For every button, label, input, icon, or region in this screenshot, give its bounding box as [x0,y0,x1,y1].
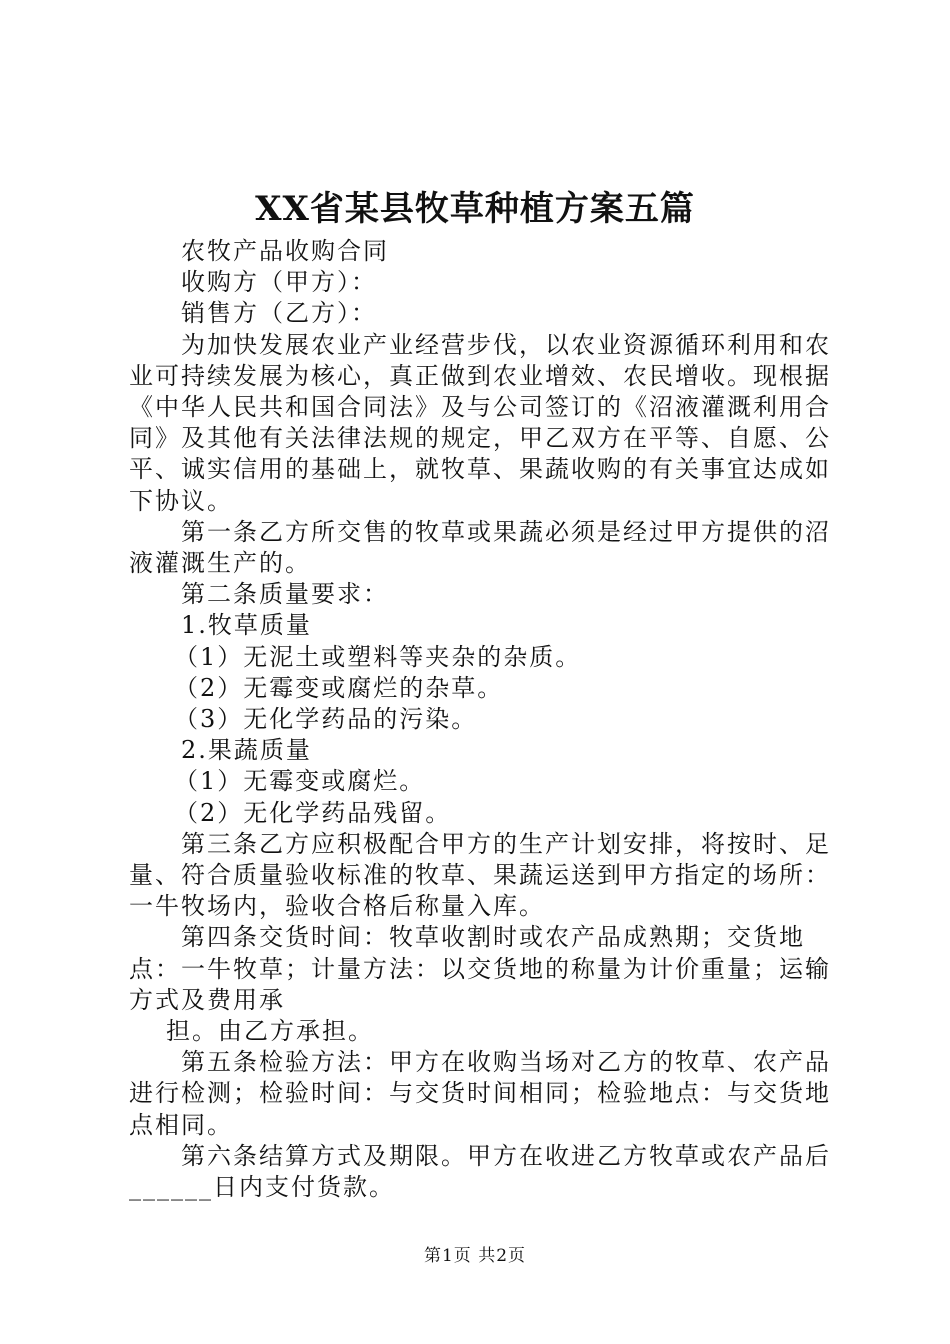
paragraph-article-2: 第二条质量要求： [181,580,389,609]
paragraph-article-4-continued: 担。由乙方承担。 [166,1017,374,1046]
paragraph-forage-item-1: （1）无泥土或塑料等夹杂的杂质。 [174,642,582,671]
page-footer: 第1页 共2页 [423,1246,527,1266]
paragraph-preamble: 为加快发展农业产业经营步伐，以农业资源循环利用和农业可持续发展为核心，真正做到农业增效、农民增收。现根据《中华人民共和国合同法》及与公司签订的《沼液灌溉利用合同》及其他有关法律法规的规定，甲乙双方在平等、自愿、公平、诚实信用的基础上，就牧草、果蔬收购的有关事宜达成如下协议。 [129,330,831,515]
paragraph-forage-item-3: （3）无化学药品的污染。 [174,705,478,734]
paragraph-produce-item-1: （1）无霉变或腐烂。 [174,767,426,796]
paragraph-produce-quality: 2.果蔬质量 [181,736,312,765]
paragraph-seller: 销售方（乙方）： [181,299,377,328]
document-title: XX省某县牧草种植方案五篇 [255,189,695,229]
paragraph-forage-item-2: （2）无霉变或腐烂的杂草。 [174,673,504,702]
paragraph-article-6: 第六条结算方式及期限。甲方在收进乙方牧草或农产品后______日内支付货款。 [129,1141,831,1202]
paragraph-produce-item-2: （2）无化学药品残留。 [174,798,452,827]
paragraph-contract-name: 农牧产品收购合同 [181,237,389,265]
paragraph-forage-quality: 1.牧草质量 [181,611,312,640]
paragraph-article-4: 第四条交货时间：牧草收割时或农产品成熟期；交货地点：一牛牧草；计量方法：以交货地的称量为计价重量；运输方式及费用承 [129,923,831,1014]
document-body [129,236,839,1203]
paragraph-article-5: 第五条检验方法：甲方在收购当场对乙方的牧草、农产品进行检测；检验时间：与交货时间相同；检验地点：与交货地点相同。 [129,1048,831,1139]
paragraph-article-3: 第三条乙方应积极配合甲方的生产计划安排，将按时、足量、符合质量验收标准的牧草、果蔬运送到甲方指定的场所：一牛牧场内，验收合格后称量入库。 [129,829,831,921]
paragraph-buyer: 收购方（甲方）： [181,268,377,297]
paragraph-article-1: 第一条乙方所交售的牧草或果蔬必须是经过甲方提供的沼液灌溉生产的。 [129,517,831,578]
